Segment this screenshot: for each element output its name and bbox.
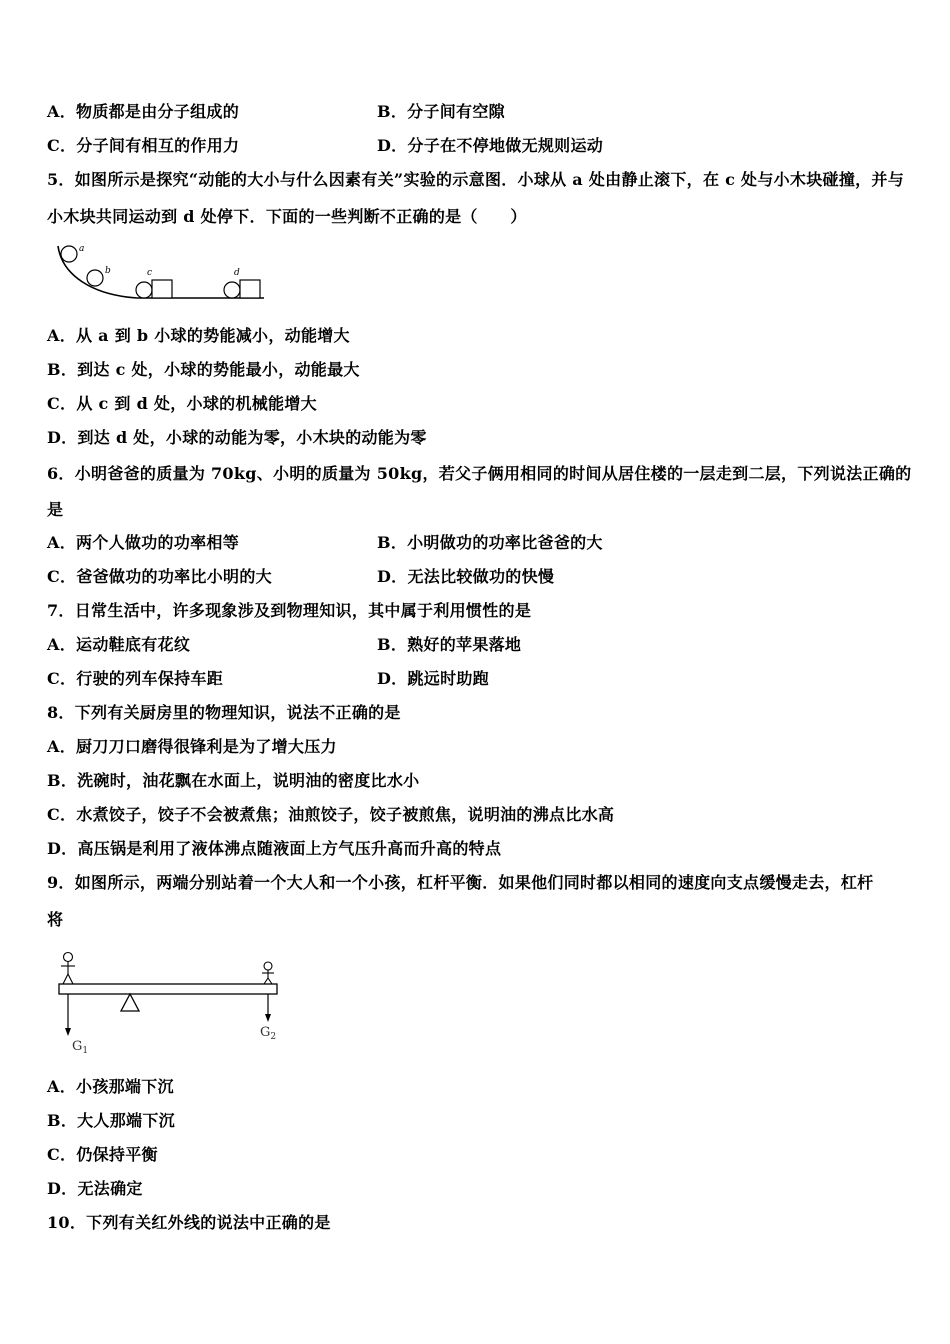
q5-option-d: D．到达 d 处，小球的动能为零，小木块的动能为零	[47, 428, 427, 447]
q4-option-d: D．分子在不停地做无规则运动	[377, 136, 604, 155]
label-c: c	[147, 268, 153, 278]
q4-option-a: A．物质都是由分子组成的	[47, 102, 240, 121]
q5-ramp-figure	[52, 240, 272, 304]
g2-arrow-head	[265, 1014, 271, 1022]
q7-option-b: B．熟好的苹果落地	[377, 635, 522, 654]
q4-option-b: B．分子间有空隙	[377, 102, 505, 121]
ball-b	[87, 270, 103, 286]
adult-figure	[61, 953, 75, 985]
ball-d	[224, 282, 240, 298]
q5-stem-line1: 5．如图所示是探究“动能的大小与什么因素有关”实验的示意图．小球从 a 处由静止滚下，在 c 处与小木块碰撞，并与	[47, 170, 905, 189]
q8-option-a: A．厨刀刀口磨得很锋利是为了增大压力	[47, 737, 337, 756]
q8-option-d: D．高压锅是利用了液体沸点随液面上方气压升高而升高的特点	[47, 839, 502, 858]
g2-label: $G_2$	[260, 1025, 277, 1042]
ball-c	[136, 282, 152, 298]
q8-option-b: B．洗碗时，油花飘在水面上，说明油的密度比水小	[47, 771, 420, 790]
q8-option-c: C．水煮饺子，饺子不会被煮焦；油煎饺子，饺子被煎焦，说明油的沸点比水高	[47, 805, 615, 824]
q6-stem-line2: 是	[47, 500, 64, 519]
g1-label: $G_1$	[72, 1039, 89, 1056]
q9-option-a: A．小孩那端下沉	[47, 1077, 174, 1096]
q7-option-d: D．跳远时助跑	[377, 669, 489, 688]
q9-stem-line2: 将	[47, 910, 64, 929]
ball-a	[61, 246, 77, 262]
q6-stem-line1: 6．小明爸爸的质量为 70kg、小明的质量为 50kg，若父子俩用相同的时间从居住楼的一层走到二层，下列说法正确的	[47, 464, 912, 483]
q6-option-c: C．爸爸做功的功率比小明的大	[47, 567, 272, 586]
label-a: a	[79, 244, 85, 254]
q9-option-d: D．无法确定	[47, 1179, 143, 1198]
q6-option-a: A．两个人做功的功率相等	[47, 533, 240, 552]
lever-bar	[59, 984, 277, 994]
block-c	[152, 280, 172, 298]
q9-stem-line1: 9．如图所示，两端分别站着一个大人和一个小孩，杠杆平衡．如果他们同时都以相同的速度向支点缓慢走去，杠杆	[47, 873, 874, 892]
q7-option-a: A．运动鞋底有花纹	[47, 635, 191, 654]
q9-lever-figure	[54, 948, 286, 1058]
q5-option-c: C．从 c 到 d 处，小球的机械能增大	[47, 394, 317, 413]
block-d	[240, 280, 260, 298]
child-figure	[262, 962, 274, 984]
q9-option-c: C．仍保持平衡	[47, 1145, 158, 1164]
q7-stem: 7．日常生活中，许多现象涉及到物理知识，其中属于利用惯性的是	[47, 601, 532, 620]
g1-arrow-head	[65, 1028, 71, 1036]
q7-option-c: C．行驶的列车保持车距	[47, 669, 224, 688]
q5-option-b: B．到达 c 处，小球的势能最小，动能最大	[47, 360, 360, 379]
label-d: d	[234, 268, 240, 278]
q5-option-a: A．从 a 到 b 小球的势能减小，动能增大	[47, 326, 350, 345]
q6-option-b: B．小明做功的功率比爸爸的大	[377, 533, 603, 552]
q5-stem-line2: 小木块共同运动到 d 处停下．下面的一些判断不正确的是（ ）	[47, 207, 527, 226]
q9-option-b: B．大人那端下沉	[47, 1111, 175, 1130]
label-b: b	[105, 266, 111, 276]
q10-stem: 10．下列有关红外线的说法中正确的是	[47, 1213, 331, 1232]
fulcrum	[121, 994, 139, 1011]
q8-stem: 8．下列有关厨房里的物理知识，说法不正确的是	[47, 703, 401, 722]
q4-option-c: C．分子间有相互的作用力	[47, 136, 240, 155]
q6-option-d: D．无法比较做功的快慢	[377, 567, 555, 586]
